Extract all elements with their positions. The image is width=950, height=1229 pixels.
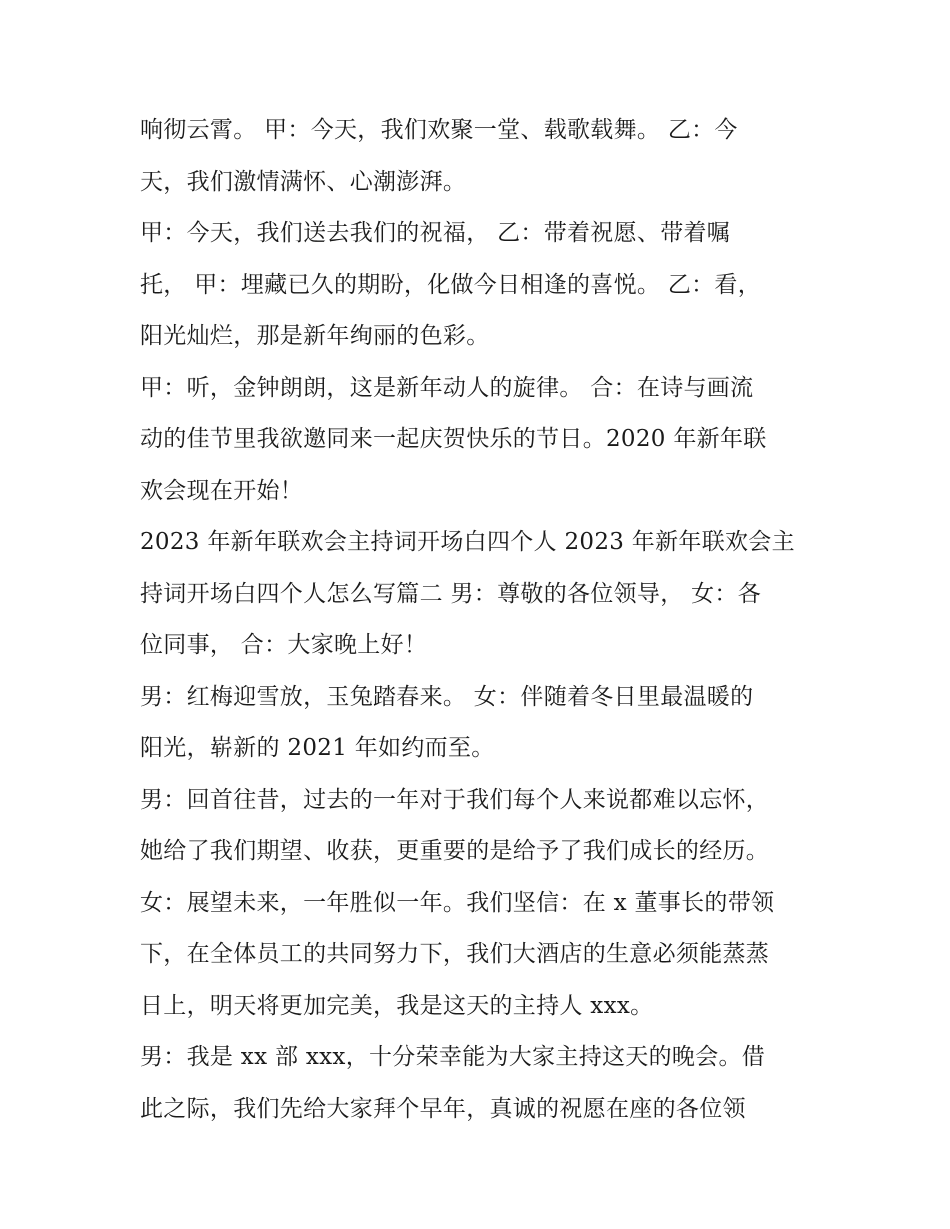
text-line: 日上，明天将更加完美，我是这天的主持人 xxx。 [140,992,654,1019]
text-line: 欢会现在开始！ [140,477,304,504]
text-line: 2023 年新年联欢会主持词开场白四个人 2023 年新年联欢会主 [140,529,795,555]
text-line: 男：红梅迎雪放，玉兔踏春来。 女：伴随着冬日里最温暖的 [140,683,754,710]
text-line: 托， 甲：埋藏已久的期盼，化做今日相逢的喜悦。 乙：看， [140,271,762,298]
text-line: 响彻云霄。 甲：今天，我们欢聚一堂、载歌载舞。 乙：今 [140,117,738,143]
text-line: 下，在全体员工的共同努力下，我们大酒店的生意必须能蒸蒸 [140,941,770,967]
text-line: 动的佳节里我欲邀同来一起庆贺快乐的节日。2020 年新年联 [140,426,767,452]
text-line: 她给了我们期望、收获，更重要的是给予了我们成长的经历。 [140,838,770,864]
text-line: 位同事， 合：大家晚上好！ [140,632,428,658]
text-line: 阳光灿烂，那是新年绚丽的色彩。 [140,323,490,349]
text-line: 男：我是 xx 部 xxx，十分荣幸能为大家主持这天的晚会。借 [140,1044,766,1070]
text-line: 持词开场白四个人怎么写篇二 男：尊敬的各位领导， 女：各 [140,580,762,607]
text-line: 男：回首往昔，过去的一年对于我们每个人来说都难以忘怀， [140,786,770,813]
text-line: 女：展望未来，一年胜似一年。我们坚信：在 x 董事长的带领 [140,889,775,916]
text-line: 此之际，我们先给大家拜个早年，真诚的祝愿在座的各位领 [140,1095,746,1122]
text-line: 甲：今天，我们送去我们的祝福， 乙：带着祝愿、带着嘱 [140,220,731,246]
text-line: 甲：听，金钟朗朗，这是新年动人的旋律。 合：在诗与画流 [140,374,754,401]
document-body [140,105,820,1135]
text-line: 阳光，崭新的 2021 年如约而至。 [140,735,495,761]
text-line: 天，我们激情满怀、心潮澎湃。 [140,168,467,195]
